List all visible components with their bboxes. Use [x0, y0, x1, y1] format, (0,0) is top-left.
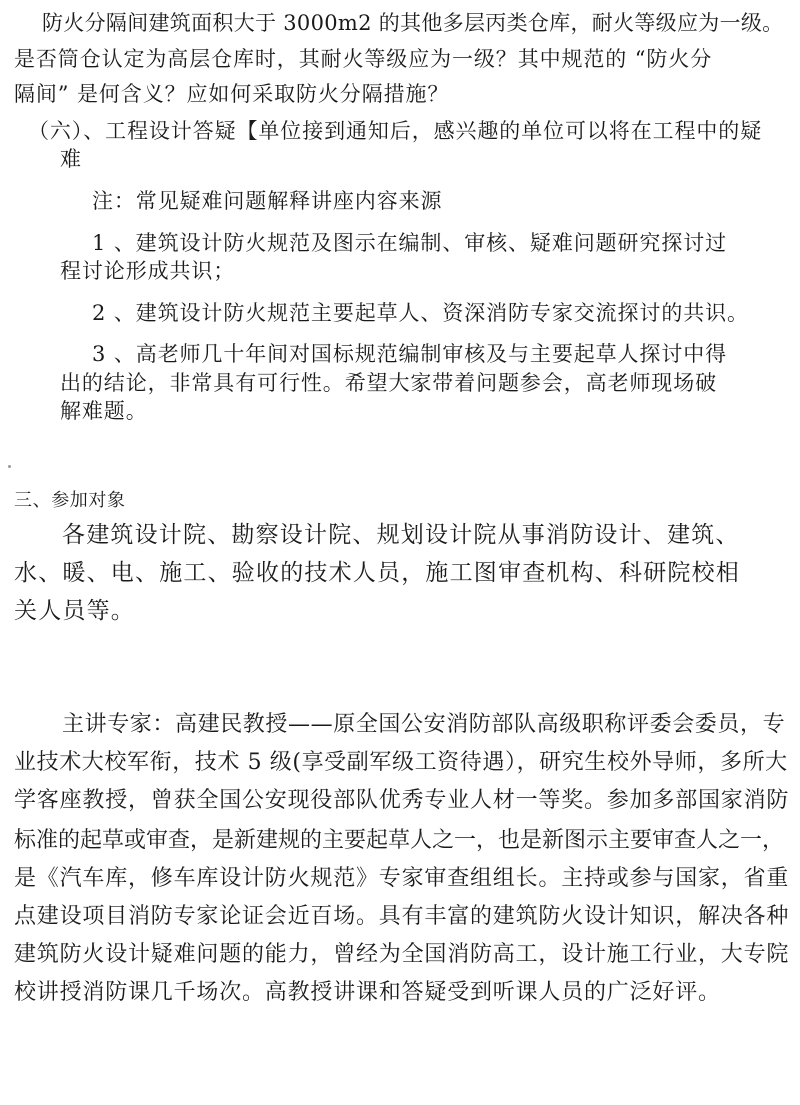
note-item: 1 、建筑设计防火规范及图示在编制、审核、疑难问题研究探讨过 [92, 231, 728, 255]
note-item: 程讨论形成共识； [60, 259, 236, 283]
paragraph-line: 学客座教授，曾获全国公安现役部队优秀专业人材一等奖。参加多部国家消防 [14, 788, 790, 813]
paragraph-line: 标准的起草或审查，是新建规的主要起草人之一，也是新图示主要审查人之一， [14, 828, 785, 853]
paragraph-line: 关人员等。 [14, 598, 135, 624]
paragraph-line: 业技术大校军衔，技术 5 级(享受副军级工资待遇），研究生校外导师，多所大 [14, 750, 788, 775]
note-item: 出的结论，非常具有可行性。希望大家带着问题参会，高老师现场破 [60, 371, 717, 395]
paragraph-line: 难 [60, 147, 82, 171]
section-heading: 三、参加对象 [14, 490, 126, 511]
paragraph-line: （六）、工程设计答疑【单位接到通知后，感兴趣的单位可以将在工程中的疑 [28, 119, 763, 143]
paragraph-line: 主讲专家：高建民教授——原全国公安消防部队高级职称评委会委员，专 [62, 712, 786, 737]
note-title: 注：常见疑难问题解释讲座内容来源 [92, 189, 443, 213]
scan-speck [8, 465, 11, 468]
paragraph-line: 建筑防火设计疑难问题的能力，曾经为全国消防高工，设计施工行业，大专院 [14, 942, 790, 967]
note-item: 解难题。 [60, 399, 148, 423]
paragraph-line: 各建筑设计院、勘察设计院、规划设计院从事消防设计、建筑、 [62, 522, 740, 548]
paragraph-line: 是《汽车库，修车库设计防火规范》专家审查组组长。主持或参与国家，省重 [14, 866, 790, 891]
paragraph-line: 校讲授消防课几千场次。高教授讲课和答疑受到听课人员的广泛好评。 [14, 980, 721, 1005]
paragraph-line: 防火分隔间建筑面积大于 3000m2 的其他多层丙类仓库，耐火等级应为一级。 [42, 11, 784, 35]
note-item: 2 、建筑设计防火规范主要起草人、资深消防专家交流探讨的共识。 [92, 301, 749, 325]
paragraph-line: 水、暖、电、施工、验收的技术人员，施工图审查机构、科研院校相 [14, 560, 740, 586]
paragraph-line: 隔间” 是何含义？应如何采取防火分隔措施？ [14, 82, 450, 106]
paragraph-line: 点建设项目消防专家论证会近百场。具有丰富的建筑防火设计知识，解决各种 [14, 904, 790, 929]
note-item: 3 、高老师几十年间对国标规范编制审核及与主要起草人探讨中得 [92, 342, 728, 366]
paragraph-line: 是否筒仓认定为高层仓库时，其耐火等级应为一级？其中规范的 “防火分 [14, 47, 713, 71]
